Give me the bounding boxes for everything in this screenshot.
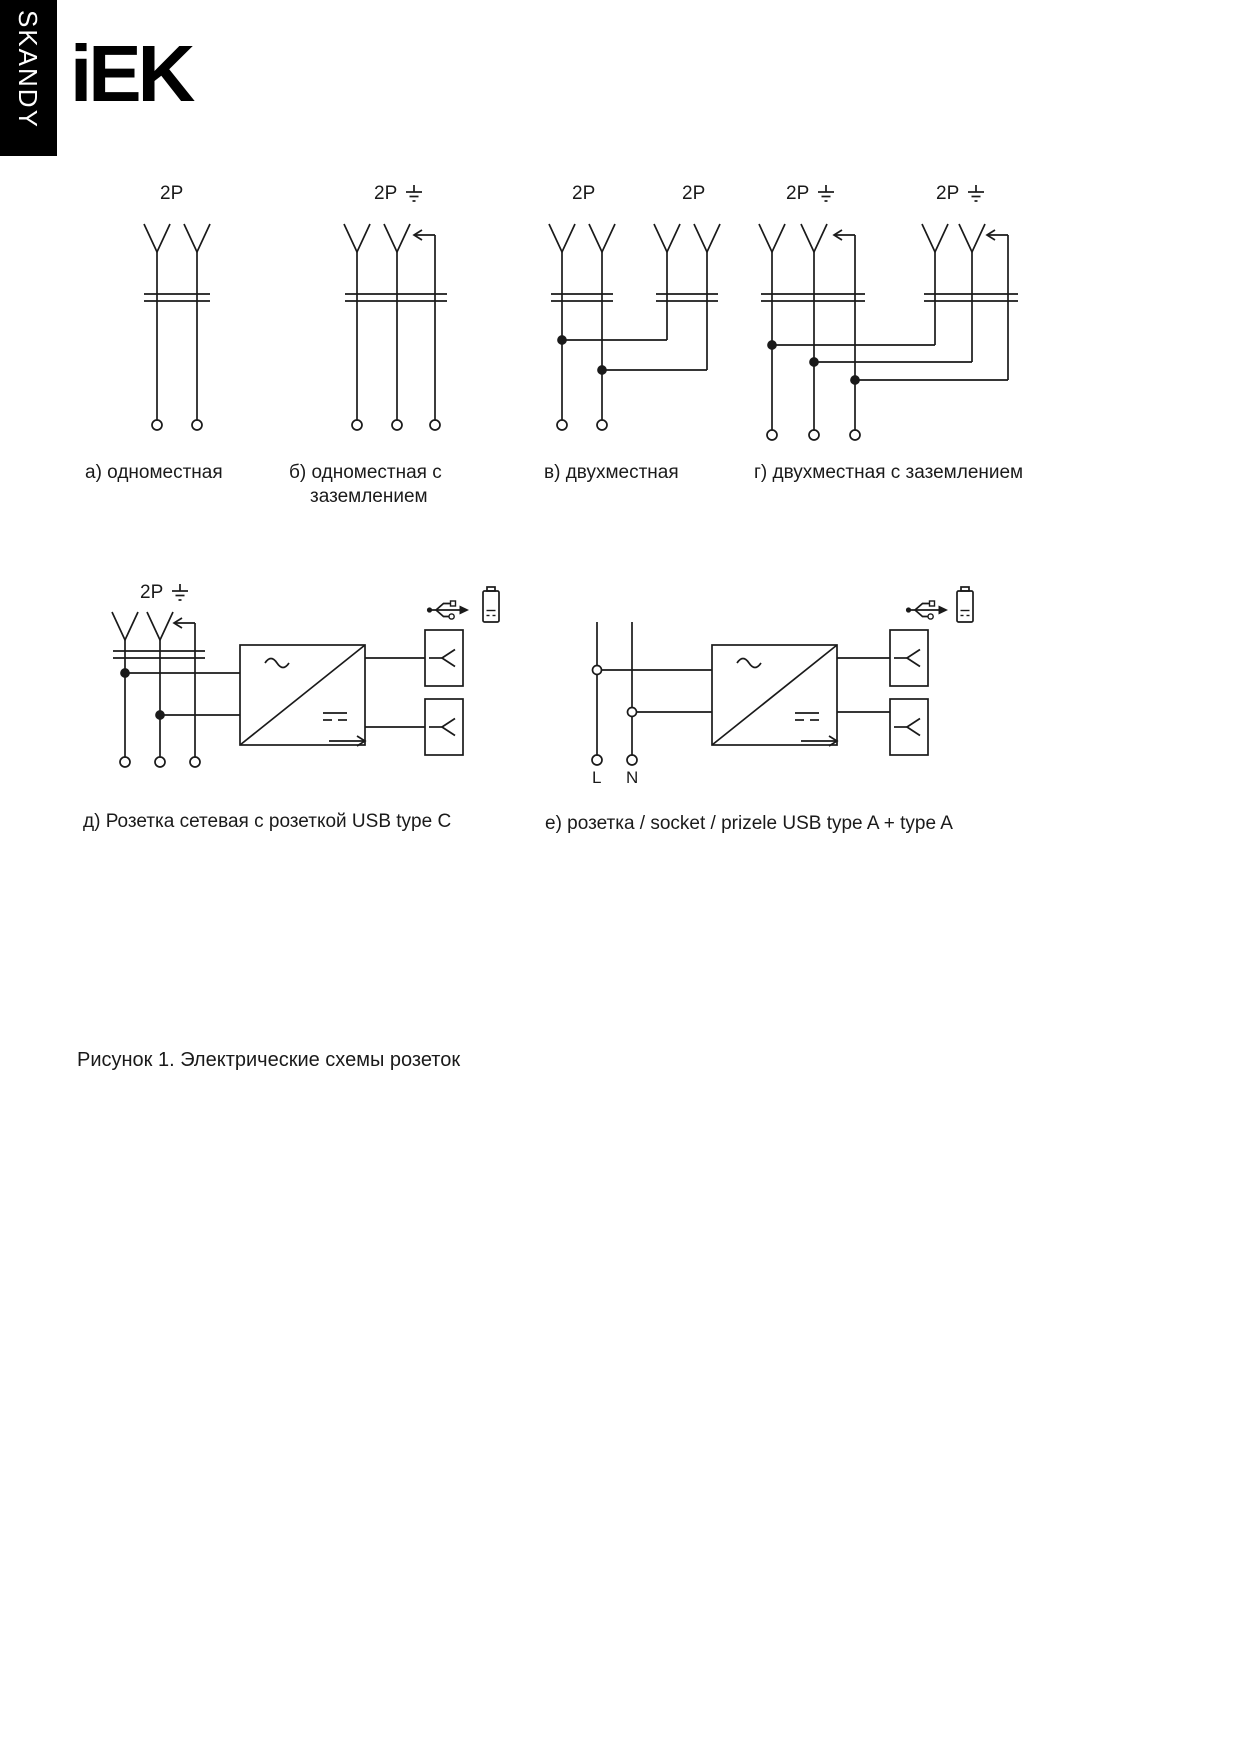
diagram-g-caption: г) двухместная с заземлением — [754, 462, 1024, 483]
ground-icon — [404, 184, 424, 202]
pole-2p-label: 2P — [572, 183, 596, 204]
diagram-v-schematic — [545, 208, 725, 440]
usb-port — [425, 699, 463, 755]
dc-symbol — [323, 713, 347, 720]
diagram-g-pole-label-left — [786, 184, 836, 204]
connection-wire — [837, 658, 890, 712]
ac-dc-converter — [240, 645, 365, 746]
diagram-e-caption: е) розетка / socket / prizele USB type A + type A — [545, 813, 953, 834]
ground-contact-arrow — [834, 230, 855, 430]
plug-contact — [144, 224, 170, 420]
battery-icon — [483, 587, 499, 622]
pole-2p-label: 2P — [140, 582, 164, 603]
ground-icon — [816, 184, 836, 202]
junction-dot — [768, 341, 776, 349]
supply-wire-n — [627, 622, 637, 765]
terminal-circle — [767, 430, 777, 440]
battery-icon — [957, 587, 973, 622]
terminal-circle — [152, 420, 162, 430]
diagram-b-caption: б) одноместная с заземлением — [289, 462, 442, 507]
terminal-circle — [557, 420, 567, 430]
socket-body — [761, 294, 865, 301]
diagram-g-schematic — [755, 208, 1025, 448]
socket-body — [656, 294, 718, 301]
connection-wire — [365, 658, 425, 727]
plug-contact — [759, 224, 785, 430]
connection-wire — [562, 340, 707, 370]
plug-contact — [801, 224, 827, 430]
diagram-a-schematic — [130, 208, 240, 440]
terminal-l-label: L — [592, 768, 602, 787]
dc-symbol — [795, 713, 819, 720]
junction-dot — [810, 358, 818, 366]
socket-body — [345, 294, 447, 301]
terminal-circle — [850, 430, 860, 440]
plug-contact — [654, 224, 680, 340]
diagram-b-pole-label — [374, 184, 424, 204]
plug-contact — [694, 224, 720, 370]
usb-port — [890, 630, 928, 686]
sine-symbol — [737, 659, 761, 668]
connection-wire — [125, 673, 240, 715]
connection-wire — [602, 670, 713, 712]
terminal-circle — [352, 420, 362, 430]
terminal-circle — [627, 755, 637, 765]
terminal-circle — [592, 755, 602, 765]
plug-contact — [959, 224, 985, 362]
plug-contact — [147, 612, 173, 757]
junction-dot — [156, 711, 164, 719]
ground-contact-arrow — [987, 230, 1008, 380]
diagram-v-pole-label-right — [682, 184, 705, 204]
terminal-circle — [120, 757, 130, 767]
plug-contact — [549, 224, 575, 420]
pole-2p-label: 2P — [682, 183, 706, 204]
terminal-circle — [192, 420, 202, 430]
plug-contact — [184, 224, 210, 420]
sine-symbol — [265, 659, 289, 668]
junction-dot — [851, 376, 859, 384]
terminal-circle — [597, 420, 607, 430]
terminal-circle — [392, 420, 402, 430]
socket-body — [144, 294, 210, 301]
usb-symbol-icon — [906, 601, 948, 619]
skandy-tab-label: SKANDY — [13, 10, 43, 129]
plug-contact — [922, 224, 948, 345]
terminal-circle — [190, 757, 200, 767]
socket-body — [924, 294, 1018, 301]
usb-port — [890, 699, 928, 755]
plug-contact — [112, 612, 138, 757]
supply-wire-l — [592, 622, 602, 765]
terminal-circle — [155, 757, 165, 767]
usb-port — [425, 630, 463, 686]
diagram-d-caption: д) Розетка сетевая с розеткой USB type C — [83, 811, 452, 832]
diagram-b-schematic — [335, 208, 460, 440]
ground-contact-arrow — [414, 230, 435, 420]
diagram-a-caption: а) одноместная — [85, 462, 223, 483]
iek-logo: iEK — [70, 29, 192, 118]
pole-2p-label: 2P — [160, 183, 184, 204]
diagram-v-caption: в) двухместная — [544, 462, 679, 483]
diagram-d-schematic — [105, 582, 505, 790]
pole-2p-label: 2P — [374, 183, 398, 204]
terminal-circle — [430, 420, 440, 430]
ground-icon — [966, 184, 986, 202]
pole-2p-label: 2P — [936, 183, 960, 204]
plug-contact — [344, 224, 370, 420]
diagram-a-pole-label — [160, 184, 183, 204]
junction-dot — [558, 336, 566, 344]
ground-contact-arrow — [174, 618, 195, 757]
pole-2p-label: 2P — [786, 183, 810, 204]
usb-symbol-icon — [427, 601, 469, 619]
junction-dot — [598, 366, 606, 374]
diagram-v-pole-label-left — [572, 184, 595, 204]
plug-contact — [589, 224, 615, 420]
socket-body — [551, 294, 613, 301]
terminal-circle — [628, 708, 637, 717]
junction-dot — [121, 669, 129, 677]
plug-contact — [384, 224, 410, 420]
terminal-n-label: N — [626, 768, 639, 787]
diagram-g-pole-label-right — [936, 184, 986, 204]
diagram-e-schematic — [545, 585, 985, 797]
terminal-circle — [809, 430, 819, 440]
skandy-tab — [0, 0, 57, 156]
terminal-circle — [593, 666, 602, 675]
ac-dc-converter — [712, 645, 837, 746]
socket-body — [113, 651, 205, 658]
figure-caption: Рисунок 1. Электрические схемы розеток — [77, 1049, 461, 1071]
